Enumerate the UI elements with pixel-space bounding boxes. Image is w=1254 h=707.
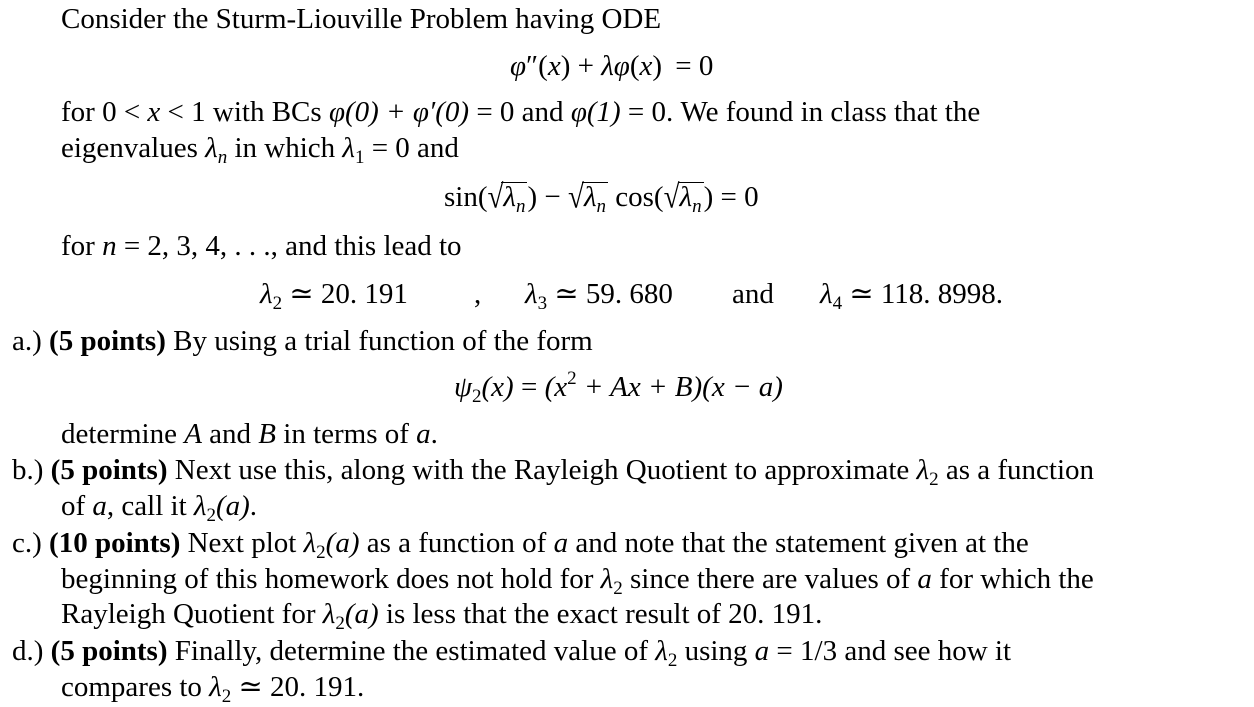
boundary-conditions-text: for 0 < x < 1 with BCs φ(0) + φ′(0) = 0 and φ(1) = 0. We found in class that the: [61, 96, 981, 128]
part-c-label: c.): [12, 527, 42, 559]
eigenvalue-lambda-4: $\lambda_4$ ≃ 118. 8998.: [820, 278, 1004, 314]
part-a-points: (5 points): [49, 325, 166, 357]
part-d-points: (5 points): [50, 635, 168, 667]
part-c-line-1: c.) (10 points) Next plot $\lambda_2(a)$ as a function of a and note that the statement given at the: [12, 527, 1029, 563]
part-a-heading: a.) (5 points) By using a trial function of the form: [12, 325, 593, 357]
part-b-points: (5 points): [50, 454, 168, 486]
part-a-label: a.): [12, 325, 42, 357]
part-d-line-1: d.) (5 points) Finally, determine the estimated value of $\lambda_2$ using a = 1/3 and see how it: [12, 635, 1012, 671]
part-b-label: b.): [12, 454, 44, 486]
part-c-points: (10 points): [49, 527, 181, 559]
eigenvalues-intro-text: eigenvalues $\lambda_n$ in which $\lambda_1 = 0$ and: [61, 132, 459, 168]
eigenvalue-lambda-3: $\lambda_3$ ≃ 59. 680: [525, 278, 673, 314]
transcendental-equation: $\sin(√\lambda_n) - √\lambda_n$ $\cos(√\lambda_n) = 0$: [444, 178, 759, 217]
ode-equation: φ″(x) + λφ(x) = 0: [510, 50, 714, 82]
part-c-line-2: beginning of this homework does not hold for $\lambda_2$ since there are values of a for which the: [61, 563, 1094, 599]
part-b-line-1: b.) (5 points) Next use this, along with the Rayleigh Quotient to approximate $\lambda_2$ as a function: [12, 454, 1095, 490]
part-d-label: d.): [12, 635, 44, 667]
part-b-line-2: of a, call it $\lambda_2(a)$.: [61, 490, 258, 526]
trial-function-equation: $\psi_2(x) = (x^2 + Ax + B)(x - a)$: [454, 368, 783, 407]
part-c-line-3: Rayleigh Quotient for $\lambda_2(a)$ is less that the exact result of 20. 191.: [61, 598, 823, 634]
eigenvalue-lambda-2: $\lambda_2$ ≃ 20. 191: [260, 278, 408, 314]
eigenvalue-and-text: and: [732, 278, 774, 310]
eigenvalue-separator-comma: ,: [474, 278, 482, 310]
for-n-text: for n = 2, 3, 4, . . ., and this lead to: [61, 230, 462, 262]
part-a-determine-text: determine A and B in terms of a.: [61, 418, 438, 450]
part-d-line-2: compares to $\lambda_2$ ≃ 20. 191.: [61, 671, 365, 707]
intro-text: Consider the Sturm-Liouville Problem having ODE: [61, 3, 662, 35]
